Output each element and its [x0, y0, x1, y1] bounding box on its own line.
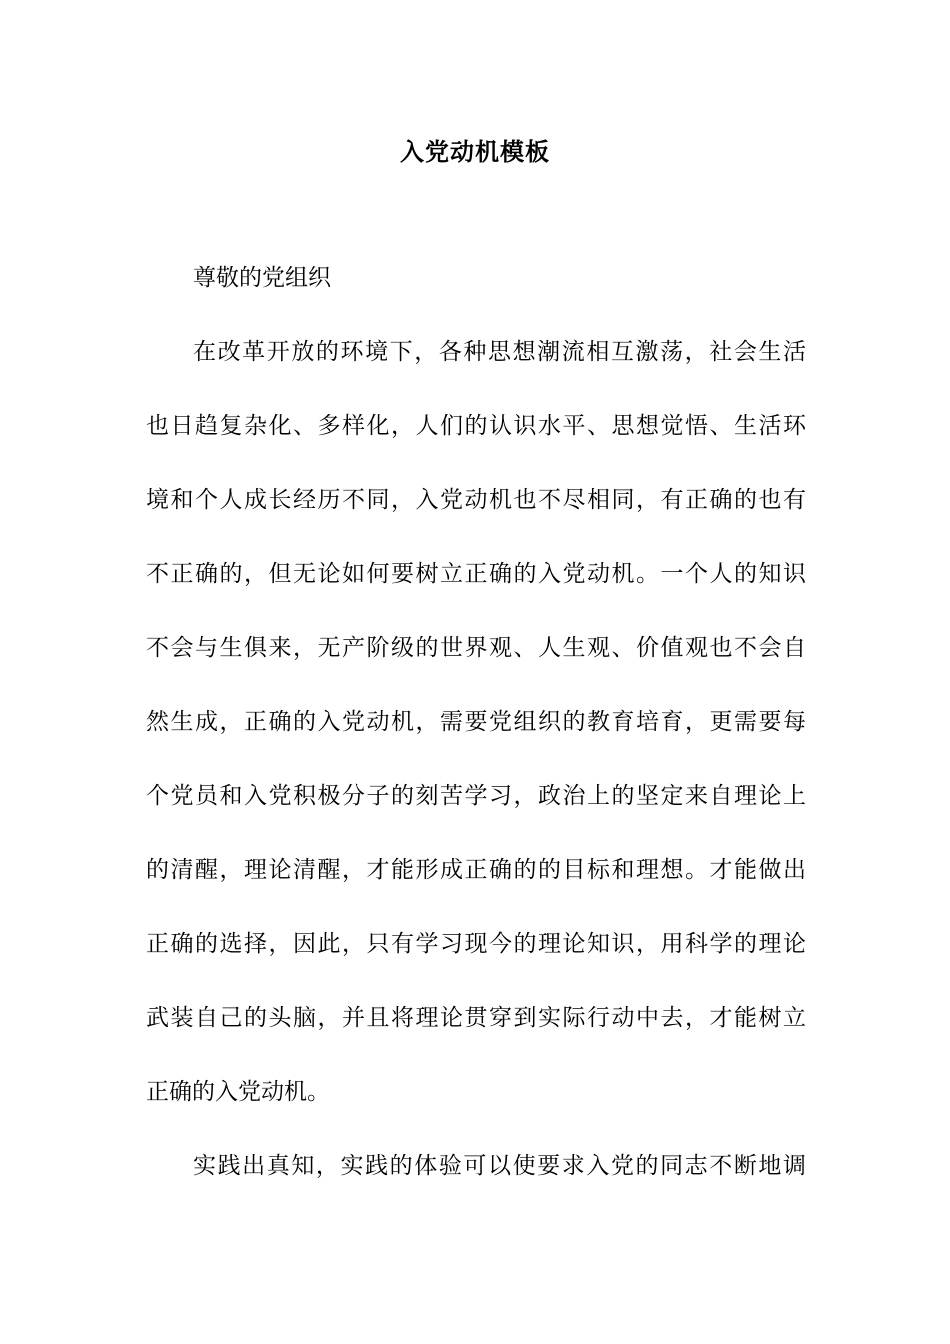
- paragraph-1-line-11: 正确的入党动机。: [146, 1079, 330, 1105]
- paragraph-1-line-7: 个党员和入党积极分子的刻苦学习，政治上的坚定来自理论上: [146, 783, 806, 809]
- paragraph-1-line-5: 不会与生俱来，无产阶级的世界观、人生观、价值观也不会自: [146, 635, 806, 661]
- paragraph-2-line-1: 实践出真知，实践的体验可以使要求入党的同志不断地调: [193, 1153, 806, 1179]
- paragraph-1-line-10: 武装自己的头脑，并且将理论贯穿到实际行动中去，才能树立: [146, 1005, 806, 1031]
- paragraph-1-line-1: 在改革开放的环境下，各种思想潮流相互激荡，社会生活: [193, 339, 806, 365]
- paragraph-1-line-9: 正确的选择，因此，只有学习现今的理论知识，用科学的理论: [146, 931, 806, 957]
- document-title: 入党动机模板: [400, 137, 550, 166]
- paragraph-1-line-4: 不正确的，但无论如何要树立正确的入党动机。一个人的知识: [146, 561, 806, 587]
- paragraph-1-line-6: 然生成，正确的入党动机，需要党组织的教育培育，更需要每: [146, 709, 806, 735]
- paragraph-1-line-2: 也日趋复杂化、多样化，人们的认识水平、思想觉悟、生活环: [146, 413, 806, 439]
- salutation: 尊敬的党组织: [193, 265, 331, 291]
- paragraph-1-line-8: 的清醒，理论清醒，才能形成正确的的目标和理想。才能做出: [146, 857, 806, 883]
- paragraph-1-line-3: 境和个人成长经历不同，入党动机也不尽相同，有正确的也有: [146, 487, 806, 513]
